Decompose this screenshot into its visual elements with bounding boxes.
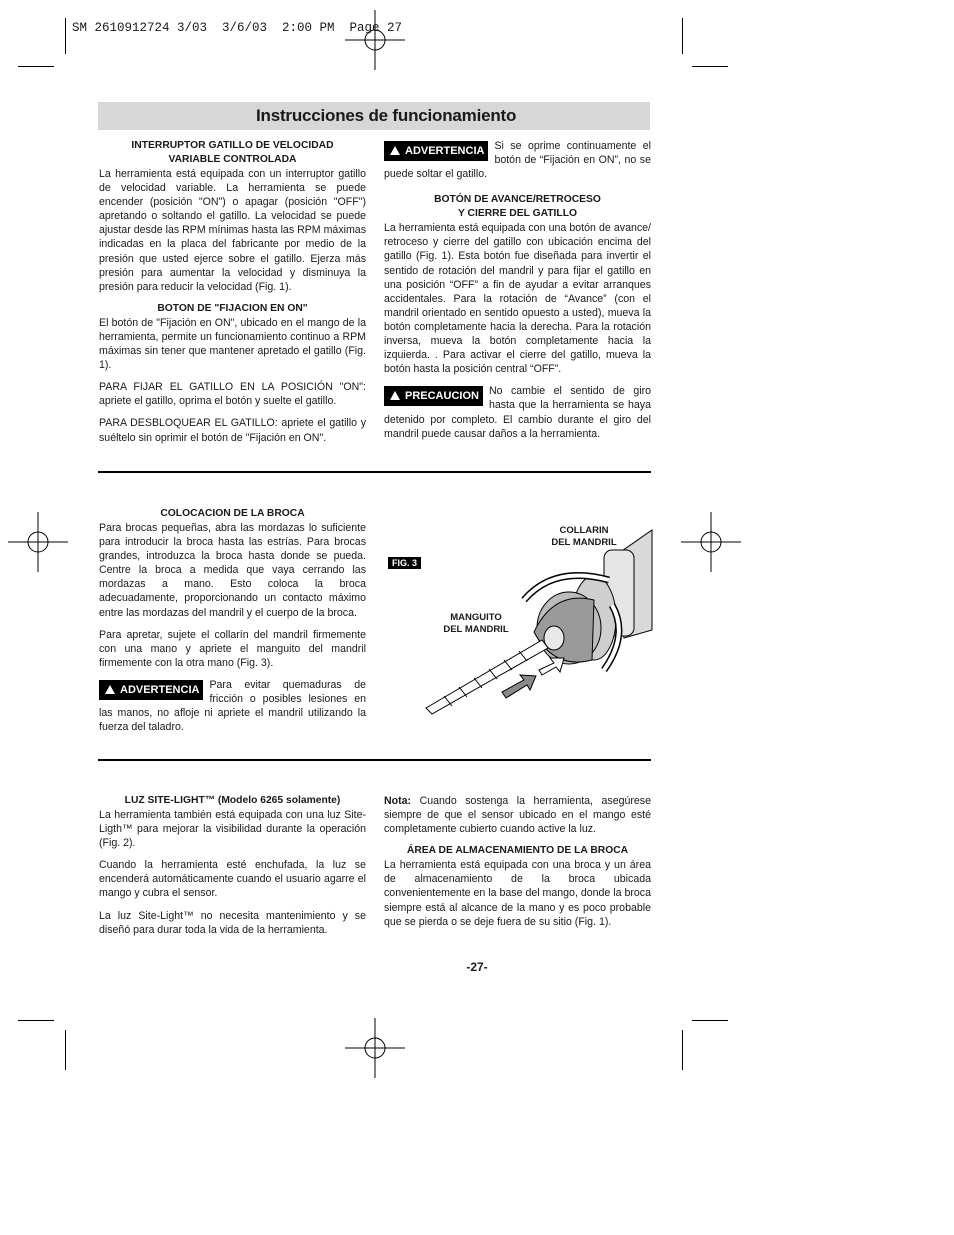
crop-mark bbox=[682, 1030, 683, 1070]
warning-text: Para evitar quemaduras de fricción o posibles lesiones en las manos, no afloje ni apriete el mandril utilizando la fuerza del taladro. bbox=[99, 678, 366, 734]
section-heading: BOTON DE "FIJACION EN ON" bbox=[157, 302, 308, 314]
registration-mark-top bbox=[345, 10, 405, 70]
label-line: DEL MANDRIL bbox=[443, 624, 509, 635]
bottom-left-column bbox=[99, 794, 366, 945]
crop-mark bbox=[18, 66, 54, 67]
section-heading: ÁREA DE ALMACENAMIENTO DE LA BROCA bbox=[406, 845, 629, 857]
crop-mark bbox=[65, 18, 66, 54]
warning-triangle-icon bbox=[390, 146, 400, 155]
crop-mark bbox=[692, 66, 728, 67]
middle-left-column bbox=[99, 507, 366, 742]
crop-mark bbox=[692, 1020, 728, 1021]
paragraph: La herramienta está equipada con un interruptor gatillo de velocidad variable. La herramienta se puede encender (posición "ON") o apagar (posición "OFF") apretando o soltando el gatillo. La velocidad se puede ajustar desde las RPM mínimas hasta las RPM máximas indicadas en la placa del fabricante por medio de la presión que usted ejerce sobre el gatillo. Ejerza más presión para aumentar la velocidad y disminuya la presión para reducir la velocidad (Fig. 1). bbox=[99, 168, 366, 293]
figure-tag: FIG. 3 bbox=[388, 557, 421, 569]
paragraph: La herramienta está equipada con una broca y un área de almacenamiento de la broca ubicada convenientemente en la base del mango, donde la broca siempre está al alcance de la mano y es poco probable que se pierda o se deje fuera de su sitio (Fig. 1). bbox=[384, 859, 651, 928]
caution-badge bbox=[384, 386, 483, 406]
section-heading: INTERRUPTOR GATILLO DE VELOCIDAD bbox=[131, 140, 334, 151]
section-heading: BOTÓN DE AVANCE/RETROCESO bbox=[434, 194, 601, 206]
registration-mark-right bbox=[681, 512, 741, 572]
label-line: MANGUITO bbox=[450, 612, 502, 623]
paragraph: Para brocas pequeñas, abra las mordazas lo suficiente para introducir la broca hasta las estrías. Para brocas grandes, introduzca la broca hasta donde se pueda. Centre la broca a medida que vaya cerrando las mordazas a mano. Esto coloca la broca adecuadamente, proporcionando un contacto máximo entre las mordazas del mandril y el cuerpo de la broca. bbox=[99, 522, 366, 619]
warning-text: Si se oprime continuamente el botón de “Fijación en ON”, no se puede soltar el gatillo. bbox=[384, 140, 651, 181]
label-line: COLLARIN bbox=[559, 525, 609, 536]
crop-mark bbox=[18, 1020, 54, 1021]
left-top-column bbox=[99, 139, 366, 453]
crop-mark bbox=[682, 18, 683, 54]
drill-chuck-illustration bbox=[414, 520, 654, 720]
section-heading: COLOCACION DE LA BROCA bbox=[160, 508, 305, 519]
crop-mark bbox=[65, 1030, 66, 1070]
warning-triangle-icon bbox=[390, 391, 400, 400]
section-divider bbox=[98, 471, 651, 473]
warning-label: ADVERTENCIA bbox=[120, 683, 200, 696]
bottom-right-column bbox=[384, 794, 651, 937]
caution-text: No cambie el sentido de giro hasta que la herramienta se haya detenido por completo. El cambio durante el giro del mandril puede causar daños a la herramienta. bbox=[384, 385, 651, 440]
warning-block bbox=[99, 678, 366, 734]
paragraph: La luz Site-Light™ no necesita mantenimiento y se diseñó para durar toda la vida de la herramienta. bbox=[99, 909, 366, 936]
right-top-column bbox=[384, 139, 651, 449]
note-label: Nota: bbox=[384, 795, 412, 807]
section-divider bbox=[98, 759, 651, 761]
paragraph: PARA FIJAR EL GATILLO EN LA POSICIÓN "ON": apriete el gatillo, oprima el botón y suelte el gatillo. bbox=[99, 381, 366, 408]
warning-triangle-icon bbox=[105, 685, 115, 694]
print-slug: SM 2610912724 3/03 3/6/03 2:00 PM Page 27 bbox=[72, 21, 403, 35]
warning-badge bbox=[384, 141, 488, 161]
warning-label: ADVERTENCIA bbox=[405, 145, 485, 157]
section-heading: Y CIERRE DEL GATILLO bbox=[458, 208, 577, 220]
paragraph: La herramienta está equipada con una botón de avance/ retroceso y cierre del gatillo con ubicación encima del gatillo (Fig. 1). Esta botón fue diseñada para invertir el sentido de rotación del mandril y para fijar el gatillo en una posición “OFF” a fin de ayudar a evitar arranques accidentales. Para la rotación de “Avance” (con el mandril orientado en sentido opuesto a usted), mueva la botón completamente hacia la derecha. Para la rotación inversa, mueva la botón completamente hacia la izquierda. . Para activar el cierre del gatillo, mueva la botón hasta la posición central “OFF”. bbox=[384, 222, 651, 376]
label-line: DEL MANDRIL bbox=[551, 537, 617, 548]
caution-block bbox=[384, 384, 651, 440]
paragraph: El botón de "Fijación en ON", ubicado en el mango de la herramienta, permite un funcionamiento continuo a RPM máximas sin tener que mantener apretado el gatillo (Fig. 1). bbox=[99, 316, 366, 372]
title-bar bbox=[98, 102, 650, 130]
warning-block bbox=[384, 139, 651, 181]
paragraph: Para apretar, sujete el collarín del mandril firmemente con una mano y apriete el manguito del mandril firmemente con la otra mano (Fig. 3). bbox=[99, 628, 366, 669]
figure-3 bbox=[384, 520, 654, 720]
registration-mark-bottom bbox=[345, 1018, 405, 1078]
warning-badge bbox=[99, 680, 203, 700]
section-heading: LUZ SITE-LIGHT™ (Modelo 6265 solamente) bbox=[124, 795, 341, 806]
section-heading: VARIABLE CONTROLADA bbox=[168, 154, 297, 165]
page-number: -27- bbox=[466, 960, 488, 974]
page-title: Instrucciones de funcionamiento bbox=[256, 106, 517, 125]
paragraph: PARA DESBLOQUEAR EL GATILLO: apriete el gatillo y suéltelo sin oprimir el botón de "Fijación en ON". bbox=[99, 417, 366, 444]
registration-mark-left bbox=[8, 512, 68, 572]
note-paragraph bbox=[384, 794, 651, 836]
paragraph: Cuando la herramienta esté enchufada, la luz se encenderá automáticamente cuando el usuario agarre el mango y cubra el sensor. bbox=[99, 859, 366, 900]
paragraph: La herramienta también está equipada con una luz Site-Ligth™ para mejorar la visibilidad durante la operación (Fig. 2). bbox=[99, 809, 366, 850]
note-text: Cuando sostenga la herramienta, asegúrese siempre de que el sensor ubicado en el mango esté completamente cubierto cuando active la luz. bbox=[384, 795, 651, 836]
caution-label: PRECAUCION bbox=[405, 390, 479, 403]
